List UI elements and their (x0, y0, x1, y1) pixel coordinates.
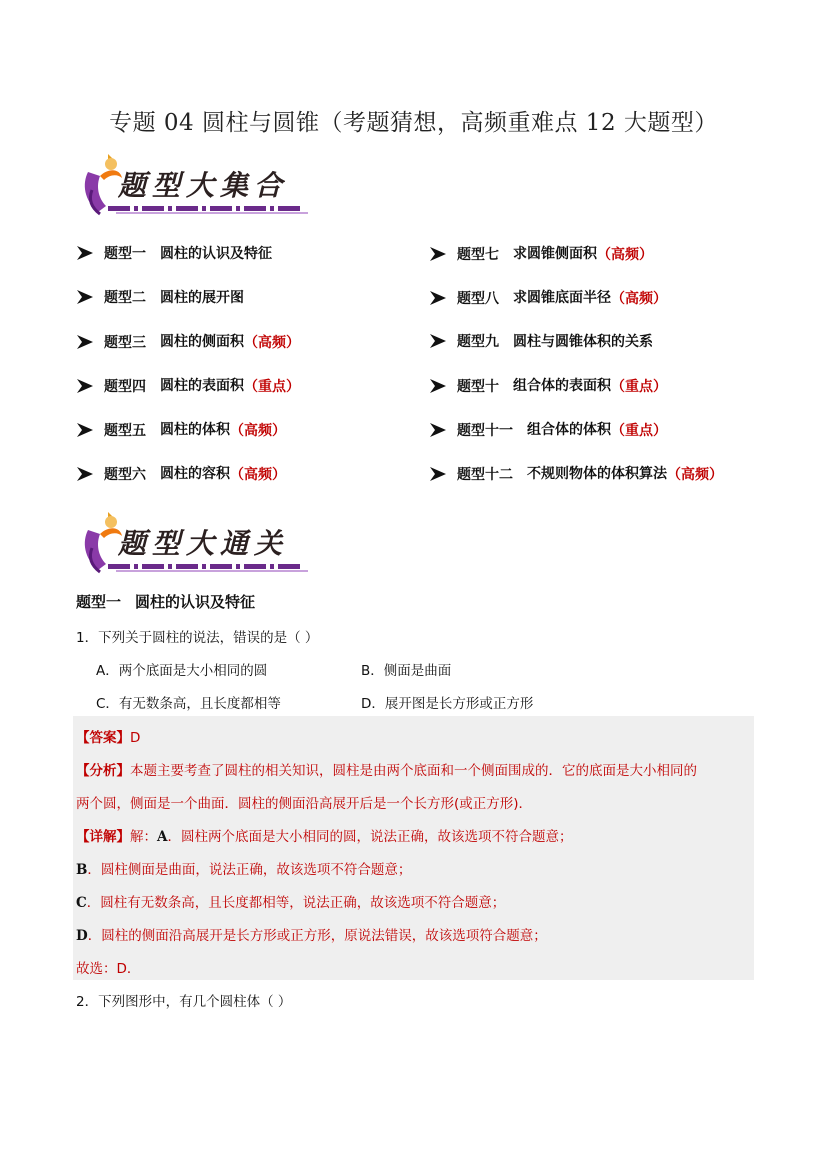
topic-name (513, 287, 667, 308)
answer-value: D (130, 730, 141, 746)
topic-name (160, 243, 272, 263)
topic-tag: （重点） (244, 379, 300, 395)
banner-topic-practice (78, 508, 308, 580)
analysis-tag: 【分析】 (76, 763, 130, 779)
topic-title: 圆柱的侧面积 (160, 334, 244, 350)
topic-label: 题型四 (104, 378, 146, 395)
arrow-bullet-icon (429, 246, 447, 262)
detail-letter-d: D (76, 928, 88, 944)
detail-line-a (76, 825, 572, 845)
topic-name (513, 243, 653, 264)
banner-title: 题型大通关 (118, 527, 289, 560)
arrow-bullet-icon (76, 289, 94, 305)
topic-item (76, 243, 272, 265)
banner-topic-collection (78, 150, 308, 222)
detail-letter-b: B (76, 862, 88, 878)
topic-title: 不规则物体的体积算法 (527, 466, 667, 482)
detail-prefix: 解： (130, 829, 157, 845)
detail-text-d: ．圆柱的侧面沿高展开是长方形或正方形，原说法错误，故该选项符合题意； (87, 928, 547, 944)
answer-line (76, 726, 140, 746)
topic-tag: （高频） (667, 467, 723, 483)
arrow-bullet-icon (429, 422, 447, 438)
topic-name (160, 419, 286, 440)
topic-tag: （高频） (230, 467, 286, 483)
detail-text-c: ．圆柱有无数条高，且长度都相等，说法正确，故该选项不符合题意； (86, 895, 506, 911)
topic-title: 圆柱的体积 (160, 422, 230, 438)
question-1-option-d: D．展开图是长方形或正方形 (361, 696, 534, 712)
question-1-option-b: B．侧面是曲面 (361, 663, 452, 679)
topic-tag: （重点） (611, 423, 667, 439)
arrow-bullet-icon (76, 245, 94, 261)
question-1-stem: 1．下列关于圆柱的说法，错误的是（ ） (76, 630, 319, 646)
detail-line-b (76, 858, 411, 878)
banner-underline-shadow (116, 212, 308, 214)
banner-underline-shadow (116, 570, 308, 572)
topic-item (429, 331, 653, 353)
topic-title: 组合体的表面积 (513, 378, 611, 394)
detail-line-c (76, 891, 505, 911)
topic-label: 题型六 (104, 466, 146, 483)
topic-title: 圆柱的认识及特征 (160, 246, 272, 262)
final-choice: 故选：D． (76, 961, 141, 977)
banner-underline (108, 206, 300, 211)
arrow-bullet-icon (429, 466, 447, 482)
topic-label: 题型十 (457, 378, 499, 395)
topic-title: 求圆锥侧面积 (513, 246, 597, 262)
question-2-stem: 2．下列图形中，有几个圆柱体（ ） (76, 994, 292, 1010)
topic-label: 题型五 (104, 422, 146, 439)
topic-item (429, 419, 667, 441)
detail-text-a: ．圆柱两个底面是大小相同的圆，说法正确，故该选项不符合题意； (167, 829, 573, 845)
arrow-bullet-icon (429, 333, 447, 349)
detail-line-d (76, 924, 547, 944)
topic-tag: （重点） (611, 379, 667, 395)
topic-tag: （高频） (230, 423, 286, 439)
topic-label: 题型十二 (457, 466, 513, 483)
topic-label: 题型七 (457, 246, 499, 263)
topic-name (160, 463, 286, 484)
question-1-option-c: C．有无数条高，且长度都相等 (96, 696, 281, 712)
topic-name (160, 331, 300, 352)
topic-name (513, 331, 653, 351)
topic-tag: （高频） (611, 291, 667, 307)
topic-title: 圆柱的表面积 (160, 378, 244, 394)
topic-label: 题型十一 (457, 422, 513, 439)
topic-item (76, 331, 300, 353)
topic-label: 题型八 (457, 290, 499, 307)
arrow-bullet-icon (76, 466, 94, 482)
detail-text-b: ．圆柱侧面是曲面，说法正确，故该选项不符合题意； (87, 862, 412, 878)
detail-tag: 【详解】 (76, 829, 130, 845)
topic-label: 题型一 (104, 246, 146, 262)
topic-name (160, 287, 244, 307)
question-1-option-a: A．两个底面是大小相同的圆 (96, 663, 268, 679)
topic-item (76, 419, 286, 441)
arrow-bullet-icon (76, 334, 94, 350)
arrow-bullet-icon (76, 378, 94, 394)
topic-tag: （高频） (244, 335, 300, 351)
topic-item (76, 287, 244, 309)
detail-letter-a: A (157, 829, 168, 845)
topic-label: 题型三 (104, 334, 146, 351)
section-label: 题型一 (76, 593, 122, 611)
topic-item (429, 375, 667, 397)
topic-label: 题型九 (457, 334, 499, 350)
analysis-line-2: 两个圆，侧面是一个曲面．圆柱的侧面沿高展开后是一个长方形(或正方形)． (76, 796, 533, 812)
banner-title: 题型大集合 (118, 169, 289, 202)
section-name: 圆柱的认识及特征 (135, 593, 256, 611)
topic-title: 圆柱的容积 (160, 466, 230, 482)
arrow-bullet-icon (76, 422, 94, 438)
topic-item (76, 463, 286, 485)
analysis-line-1 (76, 759, 697, 779)
topic-label: 题型二 (104, 290, 146, 306)
analysis-text-1: 本题主要考查了圆柱的相关知识，圆柱是由两个底面和一个侧面围成的．它的底面是大小相同的 (130, 763, 697, 779)
topic-item (429, 287, 667, 309)
topic-title: 组合体的体积 (527, 422, 611, 438)
topic-name (160, 375, 300, 396)
topic-item (429, 243, 653, 265)
topic-item (429, 463, 723, 485)
answer-tag: 【答案】 (76, 730, 130, 746)
topic-title: 求圆锥底面半径 (513, 290, 611, 306)
banner-underline (108, 564, 300, 569)
detail-letter-c: C (76, 895, 87, 911)
document-title: 专题 04 圆柱与圆锥（考题猜想，高频重难点 12 大题型） (109, 110, 718, 136)
section-heading (76, 591, 255, 612)
topic-title: 圆柱与圆锥体积的关系 (513, 334, 653, 350)
topic-name (527, 419, 667, 440)
topic-title: 圆柱的展开图 (160, 290, 244, 306)
topic-name (527, 463, 723, 484)
arrow-bullet-icon (429, 378, 447, 394)
topic-name (513, 375, 667, 396)
arrow-bullet-icon (429, 290, 447, 306)
topic-item (76, 375, 300, 397)
topic-tag: （高频） (597, 247, 653, 263)
